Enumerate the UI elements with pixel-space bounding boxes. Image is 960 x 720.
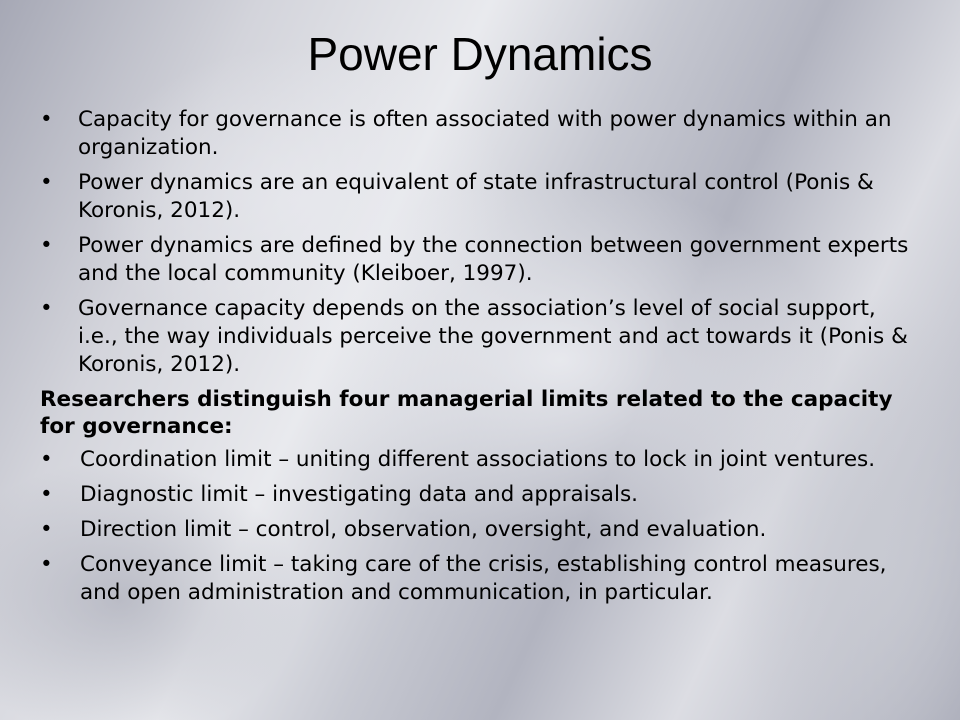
section-subheading: Researchers distinguish four managerial limits related to the capacity for governance: [40,387,893,439]
limit-text: Diagnostic limit – investigating data and appraisals. [80,482,638,507]
list-item [40,446,920,474]
point-text: Power dynamics are an equivalent of state infrastructural control (Ponis & Koronis, 2012). [78,170,874,223]
bullet-icon: • [40,170,53,195]
bullet-icon: • [40,107,53,132]
point-text: Capacity for governance is often associated with power dynamics within an organization. [78,107,892,160]
bullet-icon: • [40,233,53,258]
list-item [40,516,920,544]
list-item [40,232,920,288]
bullet-icon: • [40,296,53,321]
slide-body [40,106,920,614]
list-item [40,481,920,509]
points-list [40,106,920,379]
limit-text: Coordination limit – uniting different associations to lock in joint ventures. [80,447,876,472]
bullet-icon: • [40,482,53,507]
limit-text: Direction limit – control, observation, oversight, and evaluation. [80,517,767,542]
bullet-icon: • [40,552,53,577]
list-item [40,295,920,379]
bullet-icon: • [40,447,53,472]
list-item [40,106,920,162]
bullet-icon: • [40,517,53,542]
limit-text: Conveyance limit – taking care of the crisis, establishing control measures, and open administration and communication, in particular. [80,552,887,605]
list-item [40,169,920,225]
point-text: Power dynamics are defined by the connection between government experts and the local community (Kleiboer, 1997). [78,233,909,286]
slide-title: Power Dynamics [307,28,653,80]
limits-list [40,446,920,607]
point-text: Governance capacity depends on the association’s level of social support, i.e., the way individuals perceive the government and act towards it (Ponis & Koronis, 2012). [78,296,908,377]
list-item [40,551,920,607]
